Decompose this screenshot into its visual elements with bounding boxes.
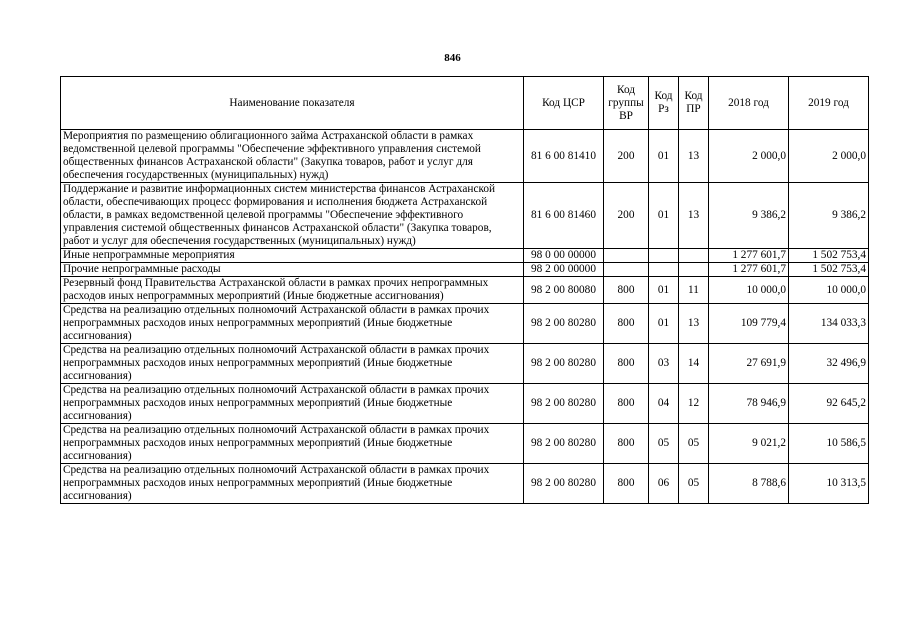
row-vr: 800 bbox=[604, 464, 649, 504]
row-pr: 12 bbox=[679, 384, 709, 424]
row-csr: 98 2 00 80280 bbox=[524, 304, 604, 344]
row-vr: 800 bbox=[604, 304, 649, 344]
row-2019: 10 586,5 bbox=[789, 424, 869, 464]
row-pr: 05 bbox=[679, 424, 709, 464]
header-rz: Код Рз bbox=[649, 77, 679, 130]
row-pr bbox=[679, 263, 709, 277]
table-row bbox=[61, 130, 869, 183]
table-row bbox=[61, 424, 869, 464]
row-pr: 14 bbox=[679, 344, 709, 384]
row-2018: 9 021,2 bbox=[709, 424, 789, 464]
row-2019: 1 502 753,4 bbox=[789, 263, 869, 277]
row-vr: 200 bbox=[604, 130, 649, 183]
row-name: Средства на реализацию отдельных полномочий Астраханской области в рамках прочих непрограммных расходов иных непрограммных мероприятий (Иные бюджетные ассигнования) bbox=[61, 464, 524, 504]
table-row bbox=[61, 263, 869, 277]
row-name: Поддержание и развитие информационных систем министерства финансов Астраханской области, обеспечивающих процесс формирования и исполнения бюджета Астраханской области, в рамках ведомственной целевой программы "Обеспечение эффективного управления системой общественных финансов Астраханской области" (Закупка товаров, работ и услуг для обеспечения государственных (муниципальных) нужд) bbox=[61, 183, 524, 249]
row-rz bbox=[649, 249, 679, 263]
row-rz bbox=[649, 263, 679, 277]
header-vr: Код группы ВР bbox=[604, 77, 649, 130]
row-name: Резервный фонд Правительства Астраханской области в рамках прочих непрограммных расходов иных непрограммных мероприятий (Иные бюджетные ассигнования) bbox=[61, 277, 524, 304]
row-csr: 98 2 00 80280 bbox=[524, 424, 604, 464]
row-pr: 13 bbox=[679, 304, 709, 344]
row-2019: 10 313,5 bbox=[789, 464, 869, 504]
table-row bbox=[61, 304, 869, 344]
row-vr: 800 bbox=[604, 384, 649, 424]
header-pr: Код ПР bbox=[679, 77, 709, 130]
row-vr: 800 bbox=[604, 344, 649, 384]
row-name: Мероприятия по размещению облигационного займа Астраханской области в рамках ведомственной целевой программы "Обеспечение эффективного управления системой общественных финансов Астраханской области" (Закупка товаров, работ и услуг для обеспечения государственных (муниципальных) нужд) bbox=[61, 130, 524, 183]
row-2018: 2 000,0 bbox=[709, 130, 789, 183]
budget-table bbox=[60, 76, 869, 504]
row-rz: 05 bbox=[649, 424, 679, 464]
row-2018: 1 277 601,7 bbox=[709, 249, 789, 263]
row-pr: 13 bbox=[679, 130, 709, 183]
row-2018: 1 277 601,7 bbox=[709, 263, 789, 277]
table-row bbox=[61, 384, 869, 424]
table-row bbox=[61, 249, 869, 263]
row-2018: 27 691,9 bbox=[709, 344, 789, 384]
row-csr: 81 6 00 81410 bbox=[524, 130, 604, 183]
row-name: Средства на реализацию отдельных полномочий Астраханской области в рамках прочих непрограммных расходов иных непрограммных мероприятий (Иные бюджетные ассигнования) bbox=[61, 424, 524, 464]
row-2018: 78 946,9 bbox=[709, 384, 789, 424]
header-name: Наименование показателя bbox=[61, 77, 524, 130]
row-2019: 134 033,3 bbox=[789, 304, 869, 344]
row-rz: 01 bbox=[649, 183, 679, 249]
row-2018: 109 779,4 bbox=[709, 304, 789, 344]
table-header-row bbox=[61, 77, 869, 130]
header-csr: Код ЦСР bbox=[524, 77, 604, 130]
row-2019: 10 000,0 bbox=[789, 277, 869, 304]
row-name: Средства на реализацию отдельных полномочий Астраханской области в рамках прочих непрограммных расходов иных непрограммных мероприятий (Иные бюджетные ассигнования) bbox=[61, 344, 524, 384]
row-2018: 8 788,6 bbox=[709, 464, 789, 504]
row-name: Иные непрограммные мероприятия bbox=[61, 249, 524, 263]
row-2018: 10 000,0 bbox=[709, 277, 789, 304]
row-vr: 800 bbox=[604, 424, 649, 464]
row-2019: 92 645,2 bbox=[789, 384, 869, 424]
row-rz: 01 bbox=[649, 130, 679, 183]
row-name: Прочие непрограммные расходы bbox=[61, 263, 524, 277]
row-rz: 01 bbox=[649, 277, 679, 304]
row-name: Средства на реализацию отдельных полномочий Астраханской области в рамках прочих непрограммных расходов иных непрограммных мероприятий (Иные бюджетные ассигнования) bbox=[61, 384, 524, 424]
header-2019: 2019 год bbox=[789, 77, 869, 130]
row-rz: 04 bbox=[649, 384, 679, 424]
row-name: Средства на реализацию отдельных полномочий Астраханской области в рамках прочих непрограммных расходов иных непрограммных мероприятий (Иные бюджетные ассигнования) bbox=[61, 304, 524, 344]
row-2019: 1 502 753,4 bbox=[789, 249, 869, 263]
row-2019: 32 496,9 bbox=[789, 344, 869, 384]
row-rz: 03 bbox=[649, 344, 679, 384]
row-vr bbox=[604, 263, 649, 277]
page-number: 846 bbox=[444, 52, 461, 64]
row-2018: 9 386,2 bbox=[709, 183, 789, 249]
row-csr: 98 0 00 00000 bbox=[524, 249, 604, 263]
row-pr: 11 bbox=[679, 277, 709, 304]
row-csr: 98 2 00 00000 bbox=[524, 263, 604, 277]
header-2018: 2018 год bbox=[709, 77, 789, 130]
row-vr: 200 bbox=[604, 183, 649, 249]
row-2019: 9 386,2 bbox=[789, 183, 869, 249]
row-csr: 98 2 00 80280 bbox=[524, 384, 604, 424]
table-row bbox=[61, 344, 869, 384]
row-rz: 06 bbox=[649, 464, 679, 504]
table-row bbox=[61, 277, 869, 304]
row-2019: 2 000,0 bbox=[789, 130, 869, 183]
row-rz: 01 bbox=[649, 304, 679, 344]
table-row bbox=[61, 464, 869, 504]
row-csr: 98 2 00 80080 bbox=[524, 277, 604, 304]
row-pr bbox=[679, 249, 709, 263]
row-csr: 98 2 00 80280 bbox=[524, 464, 604, 504]
row-csr: 81 6 00 81460 bbox=[524, 183, 604, 249]
row-pr: 05 bbox=[679, 464, 709, 504]
table-row bbox=[61, 183, 869, 249]
row-vr bbox=[604, 249, 649, 263]
row-vr: 800 bbox=[604, 277, 649, 304]
row-csr: 98 2 00 80280 bbox=[524, 344, 604, 384]
row-pr: 13 bbox=[679, 183, 709, 249]
